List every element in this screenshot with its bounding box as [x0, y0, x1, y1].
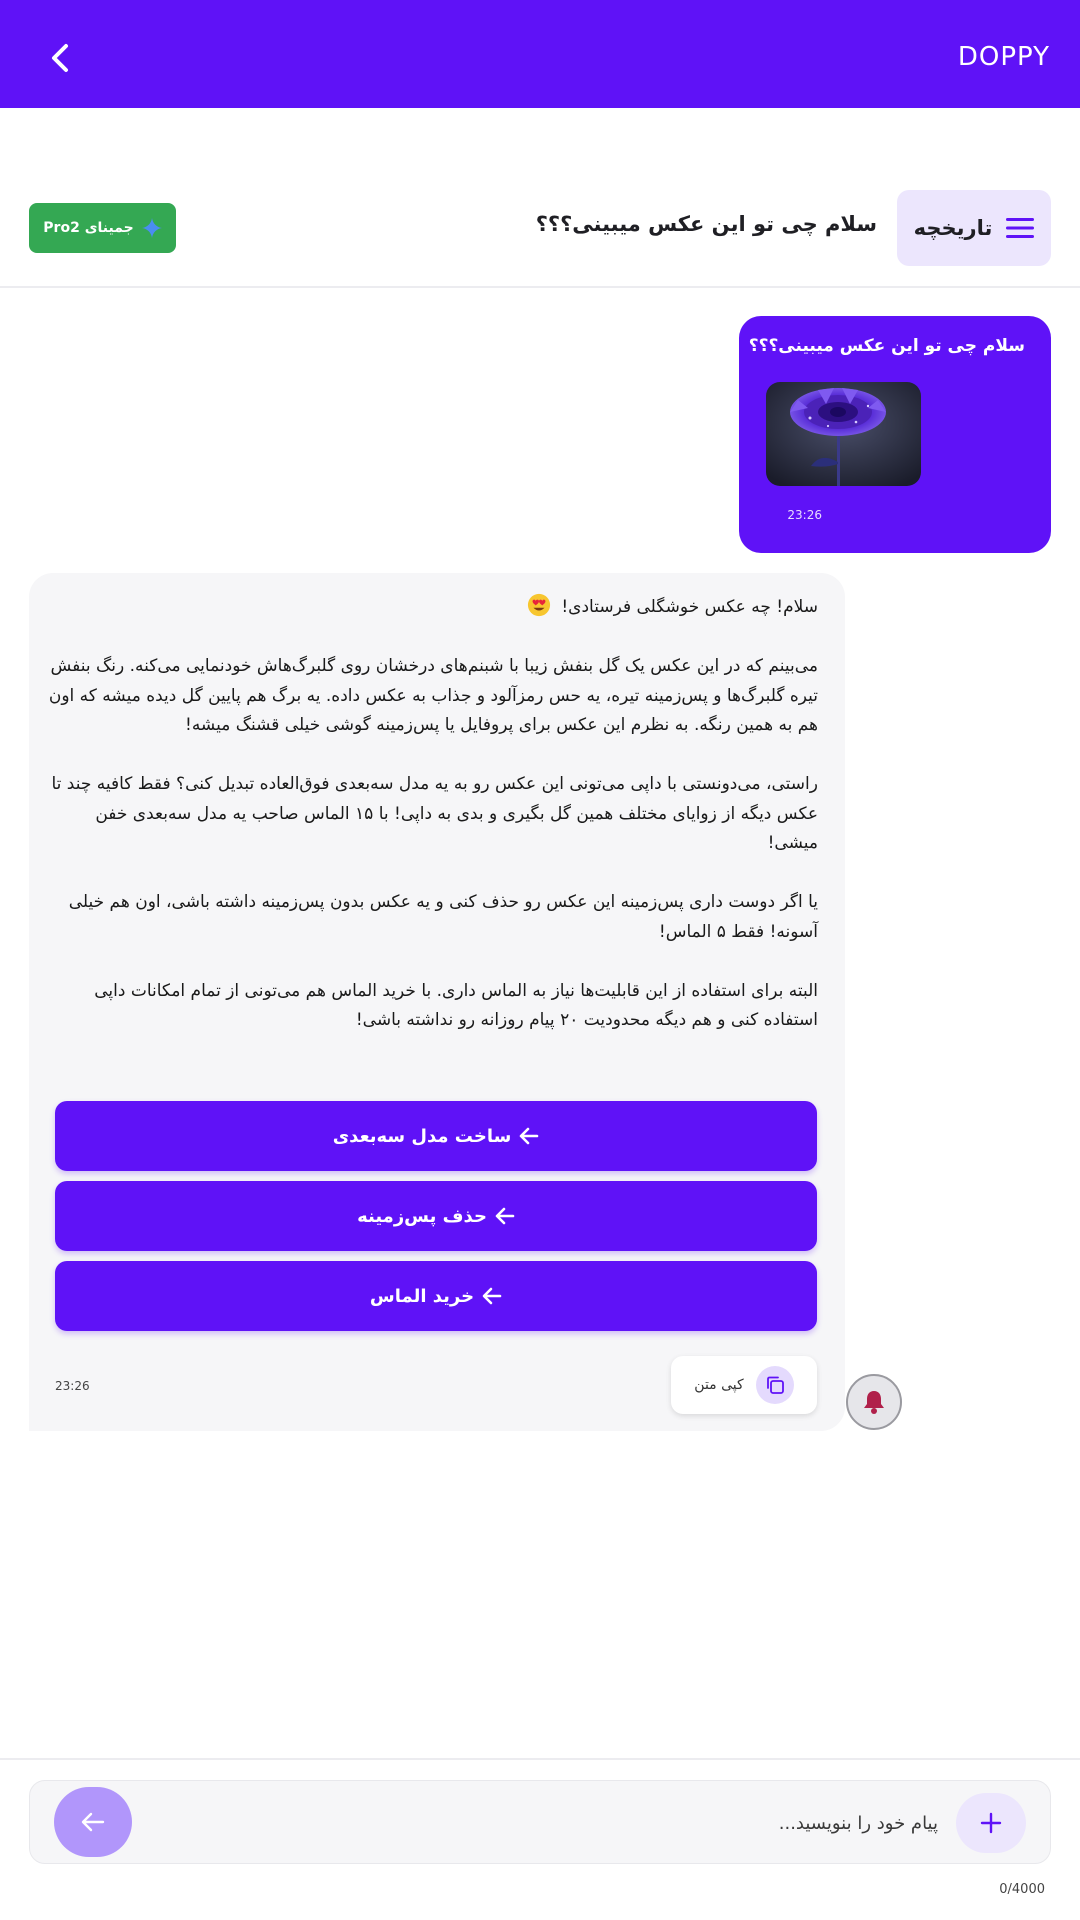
arrow-left-icon	[80, 1811, 106, 1833]
user-message-bubble	[739, 316, 1051, 553]
copy-label: کپی متن	[694, 1377, 744, 1393]
assistant-message-text[interactable]	[48, 593, 818, 1065]
plus-icon	[979, 1811, 1003, 1835]
back-button[interactable]	[40, 38, 80, 78]
add-attachment-button[interactable]	[956, 1793, 1026, 1853]
action-label: خرید الماس	[369, 1285, 475, 1307]
history-button[interactable]	[897, 190, 1051, 266]
assistant-paragraph: راستی، می‌دونستی با داپی می‌تونی این عکس رو به یه مدل سه‌بعدی فوق‌العاده تبدیل کنی؟ فقط کافیه چند تا عکس دیگه از زوایای مختلف همین گل بگیری و بدی به داپی! با ۱۵ الماس صاحب یه مدل سه‌بعدی خفن میشی!	[51, 774, 818, 853]
assistant-paragraph: یا اگر دوست داری پس‌زمینه این عکس رو حذف کنی و یه عکس بدون پس‌زمینه داشته باشی، اون هم خیلی آسونه! فقط ۵ الماس!	[68, 892, 818, 942]
arrow-left-icon	[495, 1207, 515, 1225]
action-label: ساخت مدل سه‌بعدی	[332, 1125, 512, 1147]
arrow-left-icon	[482, 1287, 502, 1305]
purple-flower-photo	[766, 382, 921, 486]
heart-eyes-emoji-icon	[526, 593, 552, 617]
assistant-paragraph: البته برای استفاده از این قابلیت‌ها نیاز به الماس داری. با خرید الماس هم می‌تونی از تمام امکانات داپی استفاده کنی و هم دیگه محدودیت ۲۰ پیام روزانه رو نداشته باشی!	[94, 980, 818, 1030]
send-button[interactable]	[54, 1787, 132, 1857]
menu-icon	[1006, 218, 1034, 238]
create-3d-model-button[interactable]	[55, 1101, 817, 1171]
action-label: حذف پس‌زمینه	[357, 1205, 487, 1227]
assistant-message-time: 23:26	[55, 1379, 90, 1393]
model-label: جمینای Pro2	[43, 220, 134, 236]
message-input[interactable]	[238, 1795, 938, 1851]
copy-text-button[interactable]	[671, 1356, 817, 1414]
message-composer	[29, 1780, 1051, 1864]
arrow-left-icon	[519, 1127, 539, 1145]
assistant-greeting: سلام! چه عکس خوشگلی فرستادی!	[48, 593, 818, 623]
chat-title: سلام چی تو این عکس میبینی؟؟؟	[535, 212, 877, 236]
assistant-paragraph: می‌بینم که در این عکس یک گل بنفش زیبا با شبنم‌های درخشان روی گلبرگ‌هاش خودنمایی می‌کنه. رنگ بنفش تیره گلبرگ‌ها و پس‌زمینه تیره، یه حس رمزآلود و جذاب به عکس داده. یه برگ هم پایین گل دیده میشه که اون هم به همین رنگه. به نظرم این عکس برای پروفایل یا پس‌زمینه گوشی خیلی قشنگ میشه!	[48, 656, 818, 735]
remove-background-button[interactable]	[55, 1181, 817, 1251]
sparkle-icon	[142, 218, 162, 238]
assistant-message-bubble	[29, 573, 845, 1431]
history-label: تاریخچه	[913, 216, 993, 240]
top-app-bar	[0, 0, 1080, 108]
character-counter: 0/4000	[999, 1882, 1045, 1897]
user-message-time: 23:26	[787, 508, 822, 522]
chevron-left-icon	[47, 43, 73, 73]
model-selector-badge[interactable]	[29, 203, 176, 253]
user-message-text: سلام چی تو این عکس میبینی؟؟؟	[748, 336, 1025, 356]
buy-diamond-button[interactable]	[55, 1261, 817, 1331]
attached-image[interactable]	[766, 382, 921, 486]
divider	[0, 1758, 1080, 1760]
app-logo: DOPPY	[957, 42, 1050, 72]
notification-bell-icon[interactable]	[846, 1374, 902, 1430]
copy-icon	[756, 1366, 794, 1404]
chat-header	[0, 108, 1080, 288]
